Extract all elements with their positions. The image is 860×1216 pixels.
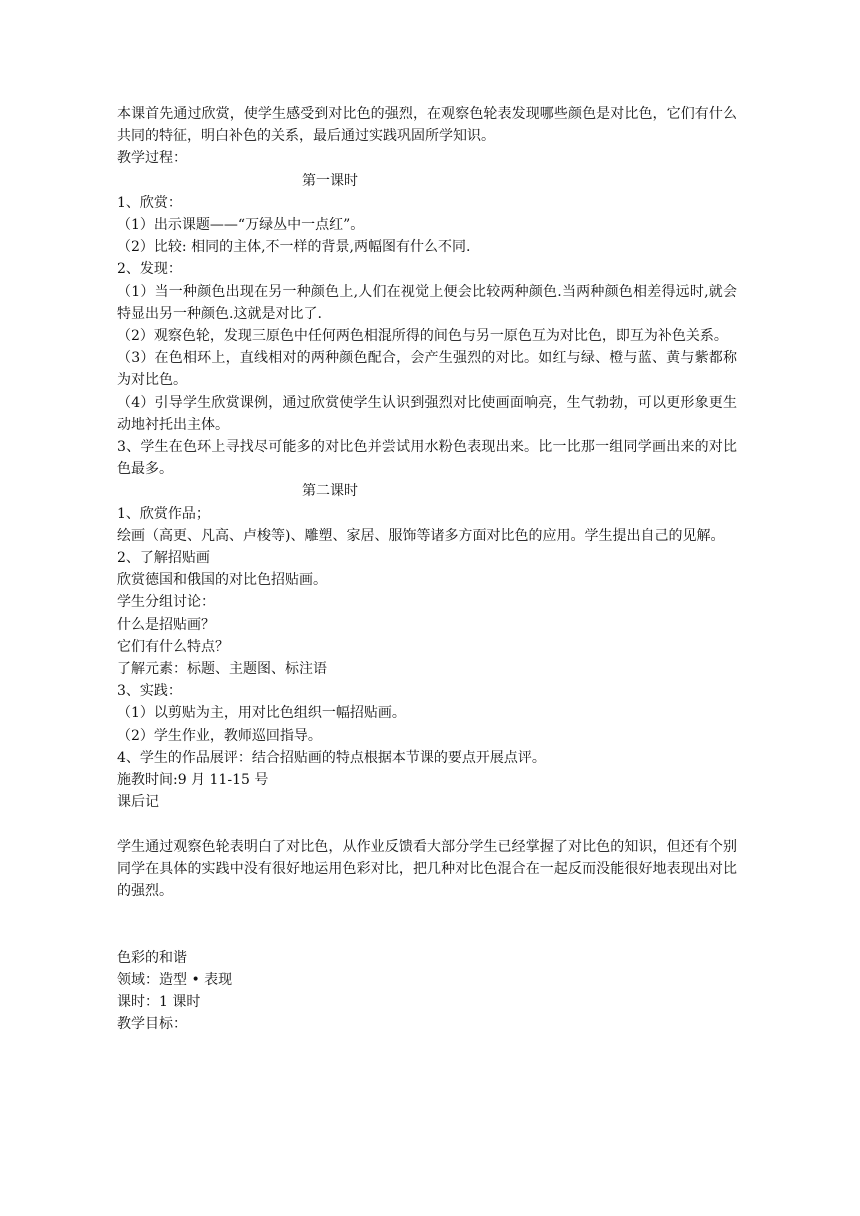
- lesson2-heading: 第二课时: [302, 483, 358, 500]
- lesson1-step3: 3、学生在色环上寻找尽可能多的对比色并尝试用水粉色表现出来。比一比那一组同学画出来的对比色最多。: [117, 439, 737, 478]
- lesson1-step2-item2: （2）观察色轮，发现三原色中任何两色相混所得的间色与另一原色互为对比色，即互为补色关系。: [117, 328, 728, 345]
- lesson1-step1-item1: （1）出示课题——“万绿丛中一点红”。: [117, 217, 365, 234]
- lesson2-step2: 2、了解招贴画: [117, 550, 210, 567]
- lesson2-step2-text-a: 欣赏德国和俄国的对比色招贴画。: [117, 572, 327, 589]
- lesson1-step1-item2: （2）比较: 相同的主体,不一样的背景,两幅图有什么不同.: [117, 239, 471, 256]
- next-lesson-title: 色彩的和谐: [117, 949, 187, 966]
- next-lesson-hours: 课时：1 课时: [117, 994, 201, 1011]
- notes-paragraph: 学生通过观察色轮表明白了对比色，从作业反馈看大部分学生已经掌握了对比色的知识，但还有个别同学在具体的实践中没有很好地运用色彩对比，把几种对比色混合在一起反而没能很好地表现出对比的强烈。: [117, 838, 737, 900]
- lesson2-step2-text-b: 学生分组讨论：: [117, 594, 215, 611]
- lesson2-step4: 4、学生的作品展评：结合招贴画的特点根据本节课的要点开展点评。: [117, 749, 546, 766]
- lesson2-step2-text-e: 了解元素：标题、主题图、标注语: [117, 661, 327, 678]
- lesson1-heading: 第一课时: [302, 172, 358, 189]
- spacer: [117, 814, 737, 836]
- lesson2-step3: 3、实践：: [117, 683, 182, 700]
- lesson2-step3-item1: （1）以剪贴为主，用对比色组织一幅招贴画。: [117, 705, 406, 722]
- next-lesson-field: 领域：造型 • 表现: [117, 971, 233, 988]
- lesson2-step1: 1、欣赏作品；: [117, 505, 210, 522]
- document-body: [117, 103, 737, 1036]
- lesson2-step1-text: 绘画（高更、凡高、卢梭等)、雕塑、家居、服饰等诸多方面对比色的应用。学生提出自己的见解。: [117, 527, 725, 544]
- lesson1-step2-item4: （4）引导学生欣赏课例，通过欣赏使学生认识到强烈对比使画面响亮，生气勃勃，可以更形象更生动地衬托出主体。: [117, 394, 737, 433]
- lesson2-step2-text-c: 什么是招贴画？: [117, 616, 215, 633]
- lesson1-step2: 2、发现：: [117, 261, 182, 278]
- lesson2-step2-text-d: 它们有什么特点？: [117, 638, 229, 655]
- next-lesson-goals: 教学目标：: [117, 1016, 187, 1033]
- notes-label: 课后记: [117, 794, 159, 811]
- intro-paragraph: 本课首先通过欣赏，使学生感受到对比色的强烈，在观察色轮表发现哪些颜色是对比色，它们有什么共同的特征，明白补色的关系，最后通过实践巩固所学知识。: [117, 106, 737, 145]
- lesson1-step1: 1、欣赏：: [117, 194, 182, 211]
- spacer: [117, 902, 737, 946]
- lesson2-step3-item2: （2）学生作业，教师巡回指导。: [117, 727, 322, 744]
- teaching-date: 施教时间:9 月 11-15 号: [117, 772, 269, 789]
- lesson1-step2-item1: （1）当一种颜色出现在另一种颜色上,人们在视觉上便会比较两种颜色.当两种颜色相差得远时,就会特显出另一种颜色.这就是对比了.: [117, 283, 737, 322]
- lesson1-step2-item3: （3）在色相环上，直线相对的两种颜色配合，会产生强烈的对比。如红与绿、橙与蓝、黄与紫都称为对比色。: [117, 350, 737, 389]
- process-label: 教学过程：: [117, 150, 187, 167]
